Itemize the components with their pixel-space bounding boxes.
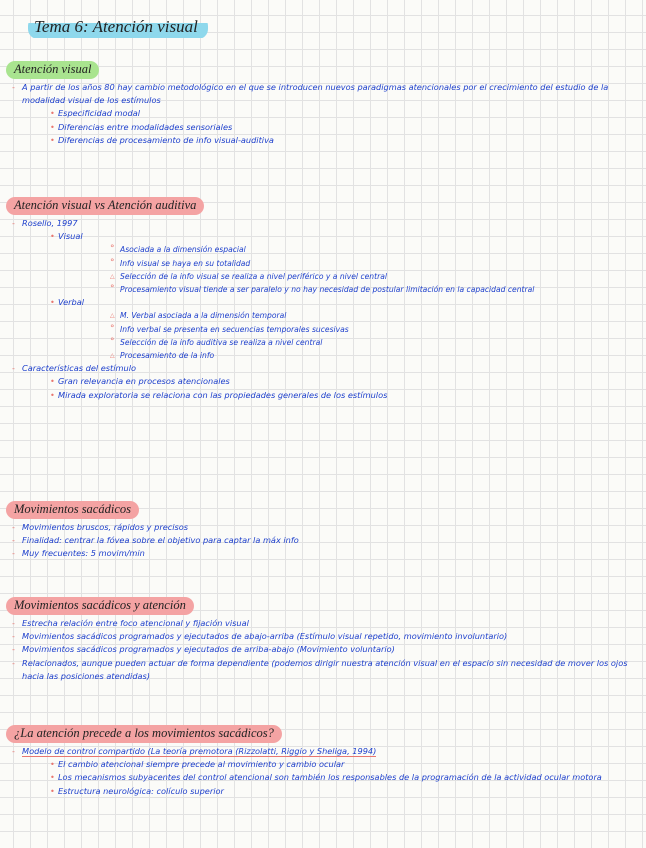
section-atencion-precede <box>0 722 646 798</box>
section-heading: Movimientos sacádicos y atención <box>6 597 194 615</box>
list-item: • Estructura neurológica: colículo superior <box>22 785 646 798</box>
section-heading: ¿La atención precede a los movimientos sacádicos? <box>6 725 282 743</box>
list-item: - Relacionados, aunque pueden actuar de forma dependiente (podemos dirigir nuestra atención visual en el espacio sin necesidad de mover los ojos hacia las posiciones atendidas) <box>0 657 646 683</box>
list-item: • Mirada exploratoria se relaciona con las propiedades generales de los estímulos <box>22 389 646 402</box>
section-heading: Atención visual vs Atención auditiva <box>6 197 204 215</box>
section-visual-vs-auditiva <box>0 194 646 402</box>
list-item: - Movimientos sacádicos programados y ejecutados de abajo-arriba (Estímulo visual repetido, movimiento involuntario) <box>0 630 646 643</box>
list-item: △ Procesamiento de la info <box>58 349 646 362</box>
list-item: ° Info verbal se presenta en secuencias temporales sucesivas <box>58 323 646 336</box>
section-movimientos-sacadicos <box>0 498 646 561</box>
section-atencion-visual <box>0 58 646 147</box>
list-item: ° Asociada a la dimensión espacial <box>58 243 646 256</box>
list-item: • El cambio atencional siempre precede al movimiento y cambio ocular <box>22 758 646 771</box>
list-item: • Visual ° Asociada a la dimensión espacial ° Info visual se haya en su totalidad △ Selección de la info visual se realiza a nivel periférico y a nivel central ° Procesamiento visual tiende a ser paralelo y no hay necesidad de postular limitación en la capacidad central <box>22 230 646 296</box>
list-item: • Diferencias de procesamiento de info visual-auditiva <box>22 134 646 147</box>
list-item: ° Procesamiento visual tiende a ser paralelo y no hay necesidad de postular limitación en la capacidad central <box>58 283 646 296</box>
list-item: - Características del estímulo • Gran relevancia en procesos atencionales • Mirada exploratoria se relaciona con las propiedades generales de los estímulos <box>0 362 646 402</box>
list-item: - Movimientos sacádicos programados y ejecutados de arriba-abajo (Movimiento voluntario) <box>0 643 646 656</box>
list-item: △ Selección de la info visual se realiza a nivel periférico y a nivel central <box>58 270 646 283</box>
list-item: • Gran relevancia en procesos atencionales <box>22 375 646 388</box>
list-item: ° Selección de la info auditiva se realiza a nivel central <box>58 336 646 349</box>
page-title: Tema 6: Atención visual <box>28 16 208 39</box>
list-item: - Finalidad: centrar la fóvea sobre el objetivo para captar la máx info <box>0 534 646 547</box>
list-item: • Verbal △ M. Verbal asociada a la dimensión temporal ° Info verbal se presenta en secuencias temporales sucesivas ° Selección de la info auditiva se realiza a nivel central △ Procesamiento de la info <box>22 296 646 362</box>
list-item: - Movimientos bruscos, rápidos y precisos <box>0 521 646 534</box>
section-heading: Movimientos sacádicos <box>6 501 139 519</box>
list-item: - Modelo de control compartido (La teoría premotora (Rizzolatti, Riggio y Sheliga, 1994) • El cambio atencional siempre precede al movimiento y cambio ocular • Los mecanismos subyacentes del control atencional son también los responsables de la programación de la actividad ocular motora • Estructura neurológica: colículo superior <box>0 745 646 798</box>
section-heading: Atención visual <box>6 61 99 79</box>
list-item: △ M. Verbal asociada a la dimensión temporal <box>58 309 646 322</box>
section-sacadicos-atencion <box>0 594 646 683</box>
list-item: • Especificidad modal <box>22 107 646 120</box>
list-item: - Estrecha relación entre foco atencional y fijación visual <box>0 617 646 630</box>
list-item: - Muy frecuentes: 5 movim/min <box>0 547 646 560</box>
list-item: ° Info visual se haya en su totalidad <box>58 257 646 270</box>
list-item: • Los mecanismos subyacentes del control atencional son también los responsables de la programación de la actividad ocular motora <box>22 771 646 784</box>
list-item: - Rosello, 1997 • Visual ° Asociada a la dimensión espacial ° Info visual se haya en su totalidad △ Selección de la info visual se realiza a nivel periférico y a nivel central ° Procesamiento visual tiende a ser paralelo y no hay necesidad de postular limitación en la capacidad central • Verbal △ M. Verbal asociada a la dimensión temporal ° Info verbal se presenta en secuencias temporales sucesivas ° Selección de la info auditiva se realiza a nivel central △ Procesamiento de la info <box>0 217 646 362</box>
list-item: • Diferencias entre modalidades sensoriales <box>22 121 646 134</box>
list-item: - A partir de los años 80 hay cambio metodológico en el que se introducen nuevos paradigmas atencionales por el crecimiento del estudio de la modalidad visual de los estímulos • Especificidad modal • Diferencias entre modalidades sensoriales • Diferencias de procesamiento de info visual-auditiva <box>0 81 646 147</box>
